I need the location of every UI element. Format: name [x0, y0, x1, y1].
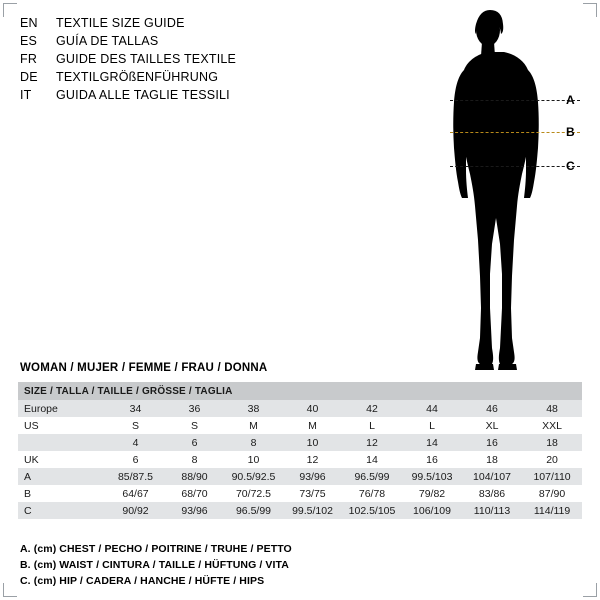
cell: 96.5/99 — [224, 502, 283, 519]
measure-line-hip — [450, 166, 580, 167]
language-title-de: TEXTILGRÖßENFÜHRUNG — [56, 70, 219, 84]
cell: 114/119 — [522, 502, 582, 519]
cell: 34 — [106, 400, 165, 417]
language-code-it: IT — [20, 88, 32, 102]
cell: S — [106, 417, 165, 434]
cell: 4 — [106, 434, 165, 451]
cell: 10 — [283, 434, 342, 451]
measure-label-b: B — [566, 125, 575, 139]
language-row-en — [20, 14, 420, 32]
cell: 88/90 — [165, 468, 224, 485]
legend-item-a: A. (cm) CHEST / PECHO / POITRINE / TRUHE / PETTO — [20, 543, 292, 555]
language-row-es — [20, 32, 420, 50]
cell: 46 — [462, 400, 522, 417]
cell: 20 — [522, 451, 582, 468]
language-code-fr: FR — [20, 52, 38, 66]
cell: 73/75 — [283, 485, 342, 502]
row-label-us: US — [18, 417, 106, 434]
row-label-europe: Europe — [18, 400, 106, 417]
table-row — [18, 417, 582, 434]
language-row-it — [20, 86, 420, 104]
language-title-fr: GUIDE DES TAILLES TEXTILE — [56, 52, 237, 66]
table-row — [18, 451, 582, 468]
cell: L — [342, 417, 402, 434]
measure-line-chest — [450, 100, 580, 101]
cell: XL — [462, 417, 522, 434]
cell: 18 — [522, 434, 582, 451]
table-row — [18, 485, 582, 502]
cell: 12 — [342, 434, 402, 451]
language-title-en: TEXTILE SIZE GUIDE — [56, 16, 185, 30]
size-table — [18, 382, 582, 519]
cell: S — [165, 417, 224, 434]
cell: M — [283, 417, 342, 434]
cell: 42 — [342, 400, 402, 417]
cell: 16 — [402, 451, 462, 468]
row-label-us-numeric — [18, 434, 106, 451]
cell: 8 — [165, 451, 224, 468]
legend-item-b: B. (cm) WAIST / CINTURA / TAILLE / HÜFTUNG / VITA — [20, 559, 289, 571]
measure-line-waist — [450, 132, 580, 133]
language-title-list — [20, 14, 420, 104]
cell: 8 — [224, 434, 283, 451]
cell: 90.5/92.5 — [224, 468, 283, 485]
cell: 99.5/102 — [283, 502, 342, 519]
cell: L — [402, 417, 462, 434]
cell: 76/78 — [342, 485, 402, 502]
cell: M — [224, 417, 283, 434]
size-table-container — [18, 382, 582, 519]
corner-mark-bottom-left — [3, 583, 17, 597]
cell: 14 — [402, 434, 462, 451]
row-label-uk: UK — [18, 451, 106, 468]
cell: 90/92 — [106, 502, 165, 519]
cell: 10 — [224, 451, 283, 468]
cell: 68/70 — [165, 485, 224, 502]
cell: 102.5/105 — [342, 502, 402, 519]
table-row — [18, 434, 582, 451]
measure-label-c: C — [566, 159, 575, 173]
cell: 6 — [165, 434, 224, 451]
row-label-b: B — [18, 485, 106, 502]
body-figure-area — [420, 8, 590, 378]
row-label-a: A — [18, 468, 106, 485]
cell: 106/109 — [402, 502, 462, 519]
cell: 83/86 — [462, 485, 522, 502]
table-header-row — [18, 382, 582, 400]
cell: 87/90 — [522, 485, 582, 502]
measurement-legend — [20, 541, 540, 589]
table-row — [18, 400, 582, 417]
corner-mark-top-left — [3, 3, 17, 17]
language-code-en: EN — [20, 16, 38, 30]
measure-label-a: A — [566, 93, 575, 107]
row-label-c: C — [18, 502, 106, 519]
cell: XXL — [522, 417, 582, 434]
corner-mark-bottom-right — [583, 583, 597, 597]
cell: 48 — [522, 400, 582, 417]
language-title-es: GUÍA DE TALLAS — [56, 34, 159, 48]
cell: 110/113 — [462, 502, 522, 519]
cell: 107/110 — [522, 468, 582, 485]
legend-item-c: C. (cm) HIP / CADERA / HANCHE / HÜFTE / HIPS — [20, 575, 265, 587]
cell: 12 — [283, 451, 342, 468]
cell: 85/87.5 — [106, 468, 165, 485]
cell: 93/96 — [165, 502, 224, 519]
cell: 70/72.5 — [224, 485, 283, 502]
cell: 99.5/103 — [402, 468, 462, 485]
cell: 44 — [402, 400, 462, 417]
cell: 14 — [342, 451, 402, 468]
table-header-title: SIZE / TALLA / TAILLE / GRÖSSE / TAGLIA — [18, 382, 582, 400]
cell: 6 — [106, 451, 165, 468]
cell: 96.5/99 — [342, 468, 402, 485]
cell: 93/96 — [283, 468, 342, 485]
language-title-it: GUIDA ALLE TAGLIE TESSILI — [56, 88, 230, 102]
table-row — [18, 502, 582, 519]
table-row — [18, 468, 582, 485]
cell: 40 — [283, 400, 342, 417]
cell: 36 — [165, 400, 224, 417]
cell: 16 — [462, 434, 522, 451]
language-code-es: ES — [20, 34, 38, 48]
cell: 79/82 — [402, 485, 462, 502]
cell: 104/107 — [462, 468, 522, 485]
cell: 38 — [224, 400, 283, 417]
cell: 18 — [462, 451, 522, 468]
language-code-de: DE — [20, 70, 38, 84]
language-row-de — [20, 68, 420, 86]
language-row-fr — [20, 50, 420, 68]
female-body-silhouette-icon — [420, 8, 590, 378]
cell: 64/67 — [106, 485, 165, 502]
section-heading-woman: WOMAN / MUJER / FEMME / FRAU / DONNA — [20, 362, 268, 374]
